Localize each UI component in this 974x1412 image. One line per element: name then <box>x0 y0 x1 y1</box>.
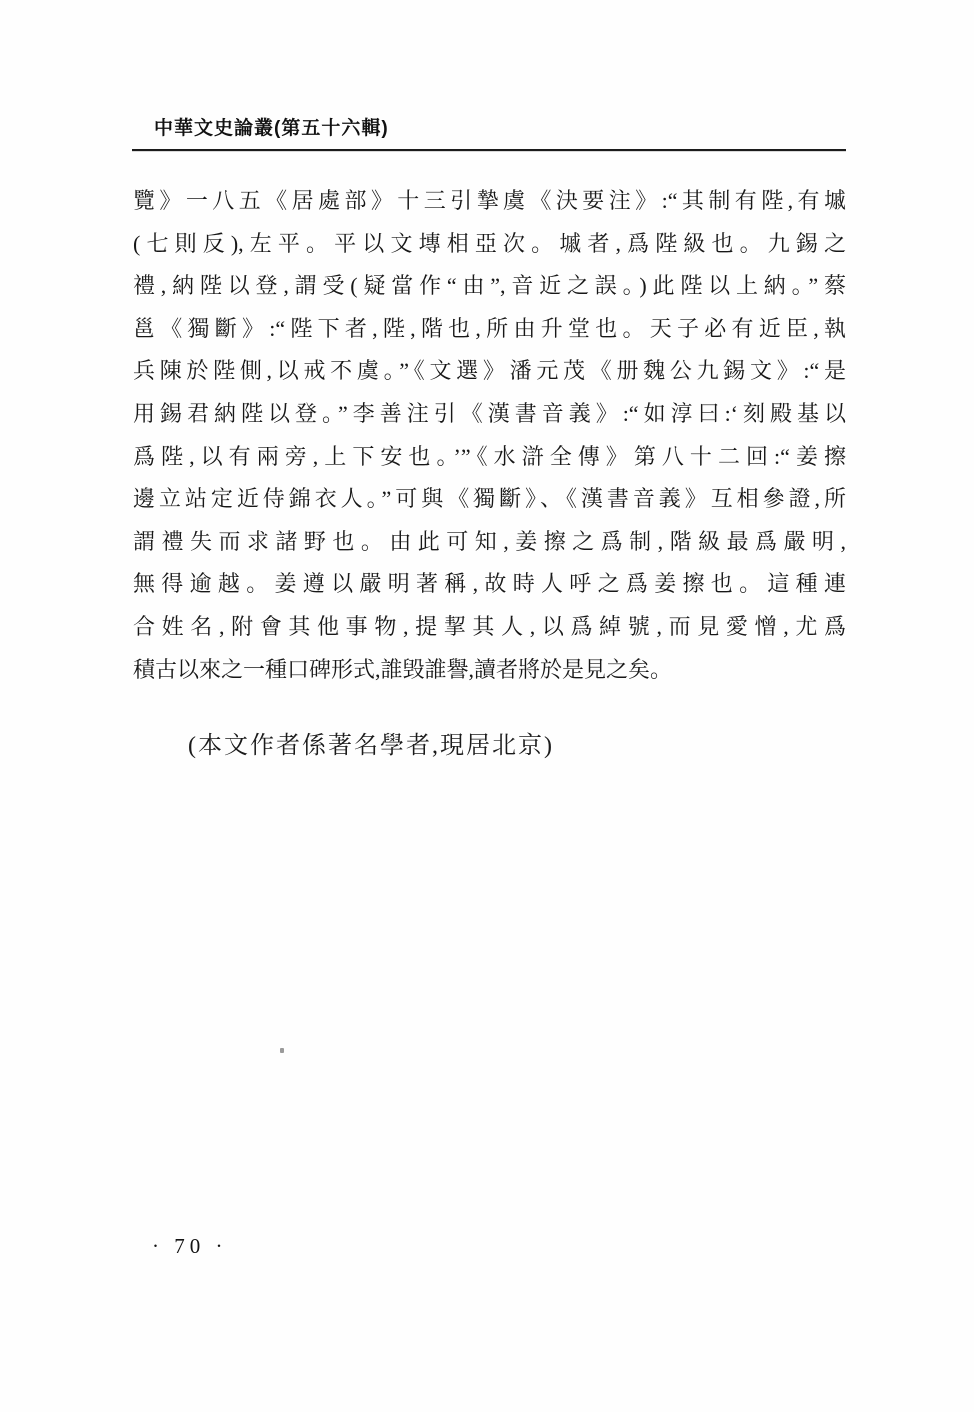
text-line: 積古以來之一種口碑形式,誰毁誰譽,讀者將於是見之矣。 <box>133 656 673 682</box>
text-line: 爲陛,以有兩旁,上下安也。’”《水滸全傳》第八十二回:“姜擦 <box>133 443 846 469</box>
body-text <box>133 180 846 691</box>
text-line: 邕《獨斷》:“陛下者,陛,階也,所由升堂也。天子必有近臣,執 <box>133 315 846 341</box>
journal-title: 中華文史論叢(第五十六輯) <box>154 118 389 139</box>
text-line: 合姓名,附會其他事物,提挈其人,以爲綽號,而見愛憎,尤爲 <box>133 613 846 639</box>
author-note: (本文作者係著名學者,現居北京) <box>188 733 554 759</box>
journal-header <box>154 113 854 140</box>
text-line: 邊立站定近侍錦衣人。”可與《獨斷》、《漢書音義》互相參證,所 <box>133 486 846 512</box>
text-line: (七則反),左平。平以文塼相亞次。墄者,爲陛級也。九錫之 <box>133 230 846 256</box>
header-rule <box>132 149 846 151</box>
text-line: 謂禮失而求諸野也。由此可知,姜擦之爲制,階級最爲嚴明, <box>133 528 846 554</box>
text-line: 用錫君納陛以登。”李善注引《漢書音義》:“如淳曰:‘刻殿基以 <box>133 400 846 426</box>
page-number: · 70 · <box>152 1234 228 1258</box>
text-line: 覽》一八五《居處部》十三引摯虞《決要注》:“其制有陛,有墄 <box>133 188 846 213</box>
text-line: 無得逾越。姜遵以嚴明著稱,故時人呼之爲姜擦也。這種連 <box>133 571 846 597</box>
text-line: 禮,納陛以登,謂受(疑當作“由”,音近之誤。)此陛以上納。”蔡 <box>133 273 846 299</box>
scan-speck <box>280 1048 284 1053</box>
text-line: 兵陳於陛側,以戒不虞。”《文選》潘元茂《册魏公九錫文》:“是 <box>133 358 846 384</box>
